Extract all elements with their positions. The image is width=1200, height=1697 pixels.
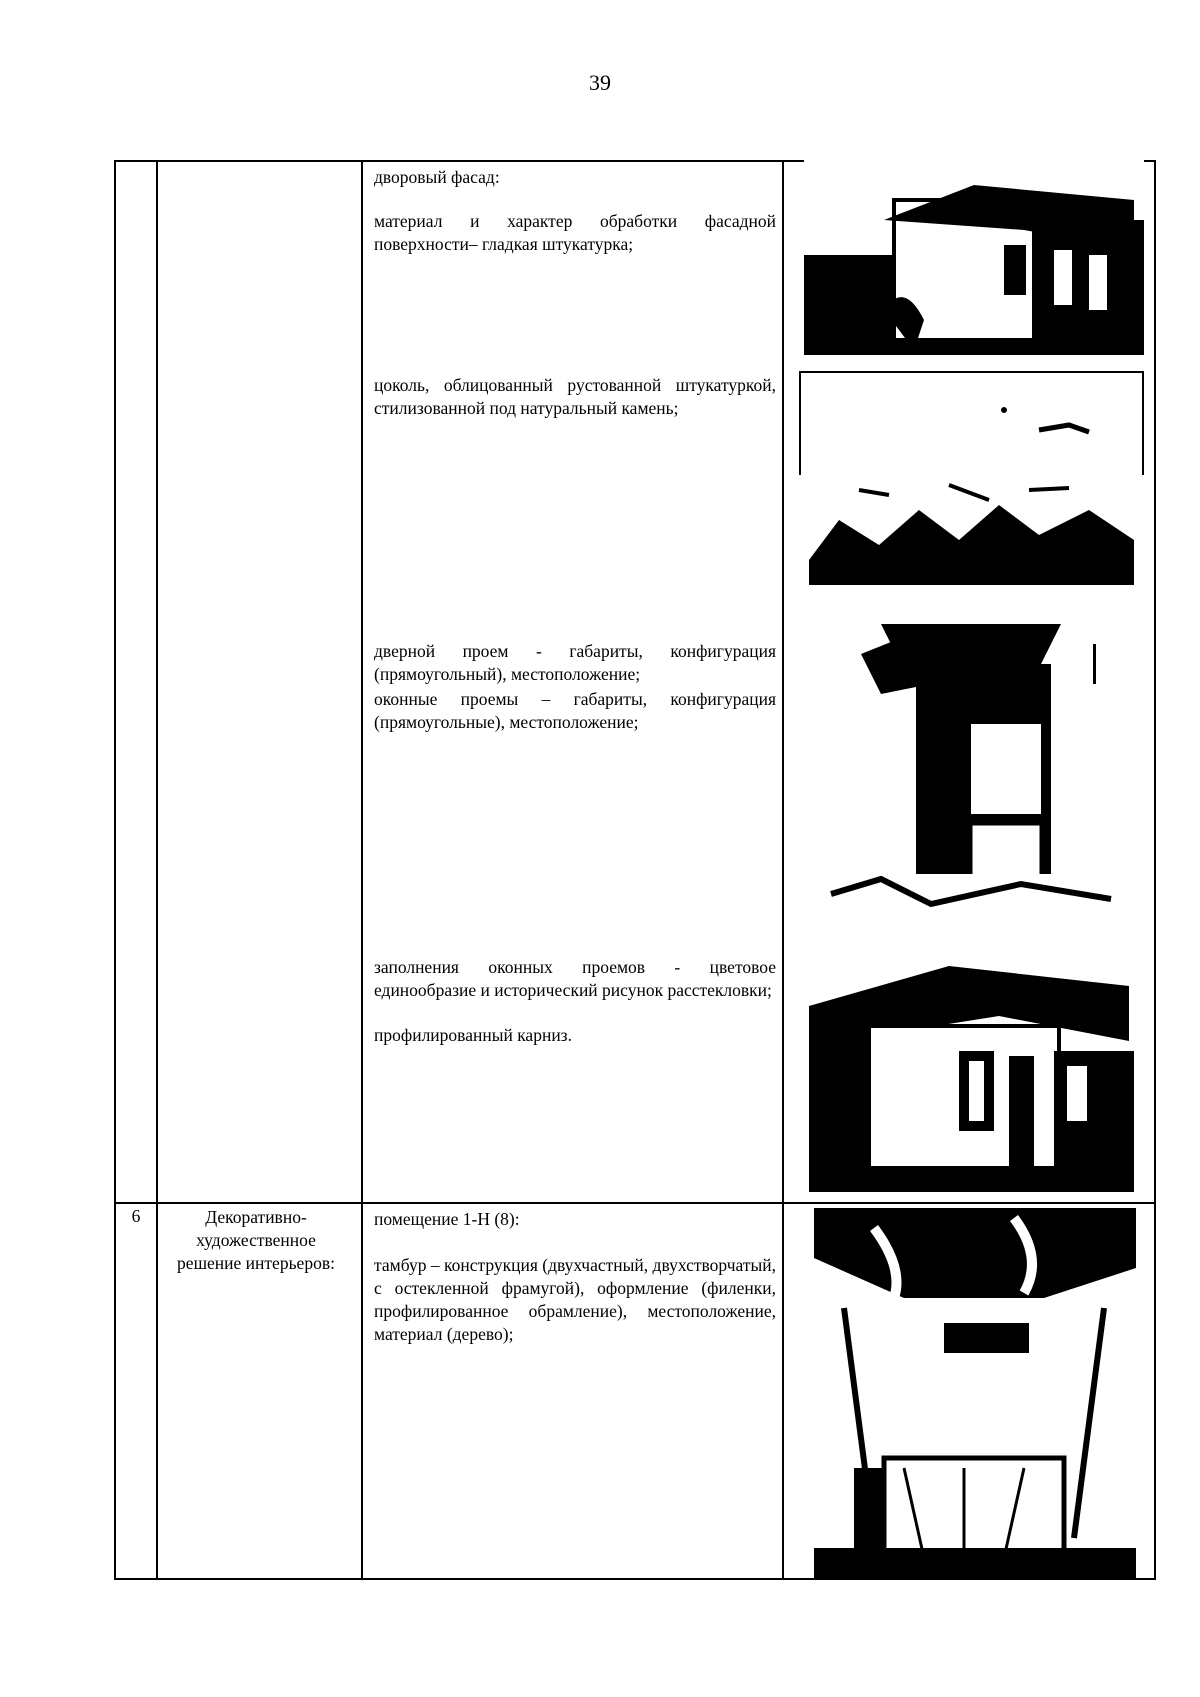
item-courtyard-facade: дворовый фасад: — [374, 167, 500, 187]
row-number: 6 — [131, 1206, 141, 1226]
photo-courtyard-facade — [804, 160, 1144, 355]
photo-vestibule-interior — [814, 1208, 1136, 1578]
row-category: Декоративно-художественное решение интерьеров: — [177, 1207, 335, 1273]
heritage-elements-table — [114, 160, 1156, 1580]
item-vestibule: тамбур – конструкция (двухчастный, двухстворчатый, с остекленной фрамугой), оформление (филенки, профилированное обрамление), местоположение, материал (дерево); — [374, 1255, 776, 1344]
page-number: 39 — [589, 70, 611, 95]
photo-plinth — [799, 370, 1144, 593]
column-divider — [156, 162, 158, 1578]
item-facade-surface: материал и характер обработки фасадной поверхности– гладкая штукатурка; — [374, 211, 776, 254]
item-room: помещение 1-Н (8): — [374, 1209, 520, 1229]
item-window-openings: оконные проемы – габариты, конфигурация (прямоугольные), местоположение; — [374, 689, 776, 732]
photo-door-opening — [821, 624, 1121, 920]
row-divider — [116, 1202, 1154, 1204]
item-plinth: цоколь, облицованный рустованной штукатуркой, стилизованной под натуральный камень; — [374, 375, 776, 418]
item-door-opening: дверной проем - габариты, конфигурация (прямоугольный), местоположение; — [374, 641, 776, 684]
column-divider — [782, 162, 784, 1578]
item-cornice: профилированный карниз. — [374, 1025, 572, 1045]
column-divider — [361, 162, 363, 1578]
photo-window-fillings — [809, 956, 1134, 1192]
item-window-fillings: заполнения оконных проемов - цветовое единообразие и исторический рисунок расстекловки; — [374, 957, 776, 1000]
